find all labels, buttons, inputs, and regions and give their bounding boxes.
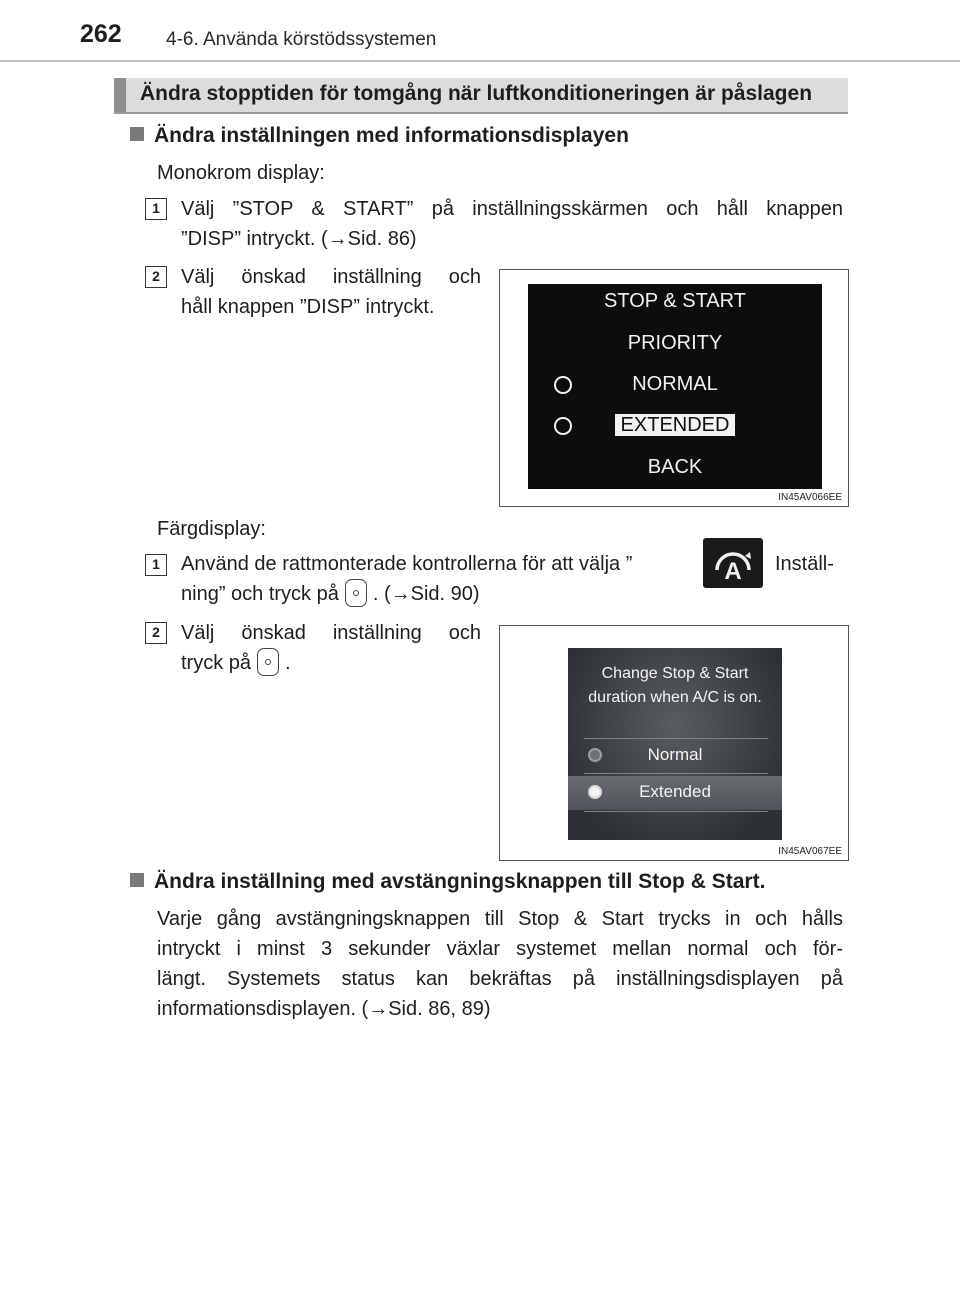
mono-step1-line1: Välj ”STOP & START” på inställningsskärmen och håll knappen — [181, 198, 843, 220]
settings-a-icon — [703, 538, 763, 588]
page-number: 262 — [80, 20, 122, 48]
mono-menu-item: BACK — [647, 456, 703, 478]
subheading-text: Ändra inställningen med informationsdisplayen — [154, 124, 629, 147]
mono-step1-line2: ”DISP” intryckt. (→Sid. 86) — [181, 228, 417, 250]
color-step2-line2 — [181, 648, 291, 678]
mono-menu-title: STOP & START — [604, 290, 746, 312]
step-number-box: 1 — [145, 554, 167, 576]
section-title: Ändra stopptiden för tomgång när luftkonditioneringen är påslagen — [140, 82, 813, 105]
auto-settings-icon — [703, 538, 763, 588]
header-rule — [0, 60, 960, 62]
paragraph-line: informationsdisplayen. (→Sid. 86, 89) — [157, 998, 491, 1020]
step-number-box: 1 — [145, 198, 167, 220]
paragraph-line: Varje gång avstängningsknappen till Stop & Start trycks in och hålls — [157, 908, 843, 930]
section-title-bar — [114, 78, 848, 112]
figure-code: IN45AV066EE — [778, 492, 842, 503]
color-step1-line2-post: . (→Sid. 90) — [372, 583, 480, 605]
color-screen-title-line1: Change Stop & Start — [601, 665, 749, 682]
figure-code: IN45AV067EE — [778, 846, 842, 857]
section-rule — [114, 112, 848, 114]
subheading-text: Ändra inställning med avstängningsknappen till Stop & Start. — [154, 870, 766, 893]
mono-step2-line1: Välj önskad inställning och — [181, 266, 481, 288]
mono-menu-item: PRIORITY — [627, 332, 723, 354]
step-number-box: 2 — [145, 266, 167, 288]
color-screen — [568, 648, 782, 840]
square-bullet-icon — [130, 873, 144, 887]
color-step1-line2-pre: ning” och tryck på — [181, 583, 339, 605]
mono-menu-item-selected — [528, 414, 822, 437]
color-step2-line2-pre: tryck på — [181, 652, 252, 674]
color-step1-line2 — [181, 579, 480, 609]
subheading-stop-start-switch — [130, 870, 765, 894]
paragraph-line: längt. Systemets status kan bekräftas på inställningsdisplayen på — [157, 968, 843, 990]
enter-switch-icon — [345, 579, 367, 607]
square-bullet-icon — [130, 127, 144, 141]
mono-display-label: Monokrom display: — [157, 162, 325, 184]
enter-switch-icon — [257, 648, 279, 676]
option-label: Normal — [647, 745, 703, 764]
color-screen-title-line2: duration when A/C is on. — [588, 689, 762, 706]
figure-mono-display — [499, 269, 849, 507]
subheading-info-display — [130, 124, 629, 148]
paragraph-line: intryckt i minst 3 sekunder växlar systemet mellan normal och för- — [157, 938, 843, 960]
mono-screen — [528, 284, 822, 489]
color-display-label: Färgdisplay: — [157, 518, 266, 540]
svg-text:A: A — [724, 558, 742, 585]
divider — [584, 773, 768, 774]
divider — [584, 811, 768, 812]
option-row-extended — [568, 776, 782, 810]
color-step2-line1: Välj önskad inställning och — [181, 622, 481, 644]
color-step1-line1-pre: Använd de rattmonterade kontrollerna för att välja ” — [181, 553, 633, 575]
color-step2-line2-post: . — [285, 652, 291, 674]
figure-color-display — [499, 625, 849, 861]
running-head: 4-6. Använda körstödssystemen — [166, 29, 437, 50]
mono-menu-item: NORMAL — [632, 373, 718, 395]
step-number-box: 2 — [145, 622, 167, 644]
selected-highlight: EXTENDED — [615, 414, 736, 436]
color-step1-line1-post: Inställ- — [775, 553, 834, 575]
option-label: Extended — [639, 782, 711, 801]
color-screen-title — [568, 662, 782, 710]
mono-step2-line2: håll knappen ”DISP” intryckt. — [181, 296, 435, 318]
switch-paragraph — [157, 904, 843, 1024]
option-row-normal — [568, 739, 782, 773]
